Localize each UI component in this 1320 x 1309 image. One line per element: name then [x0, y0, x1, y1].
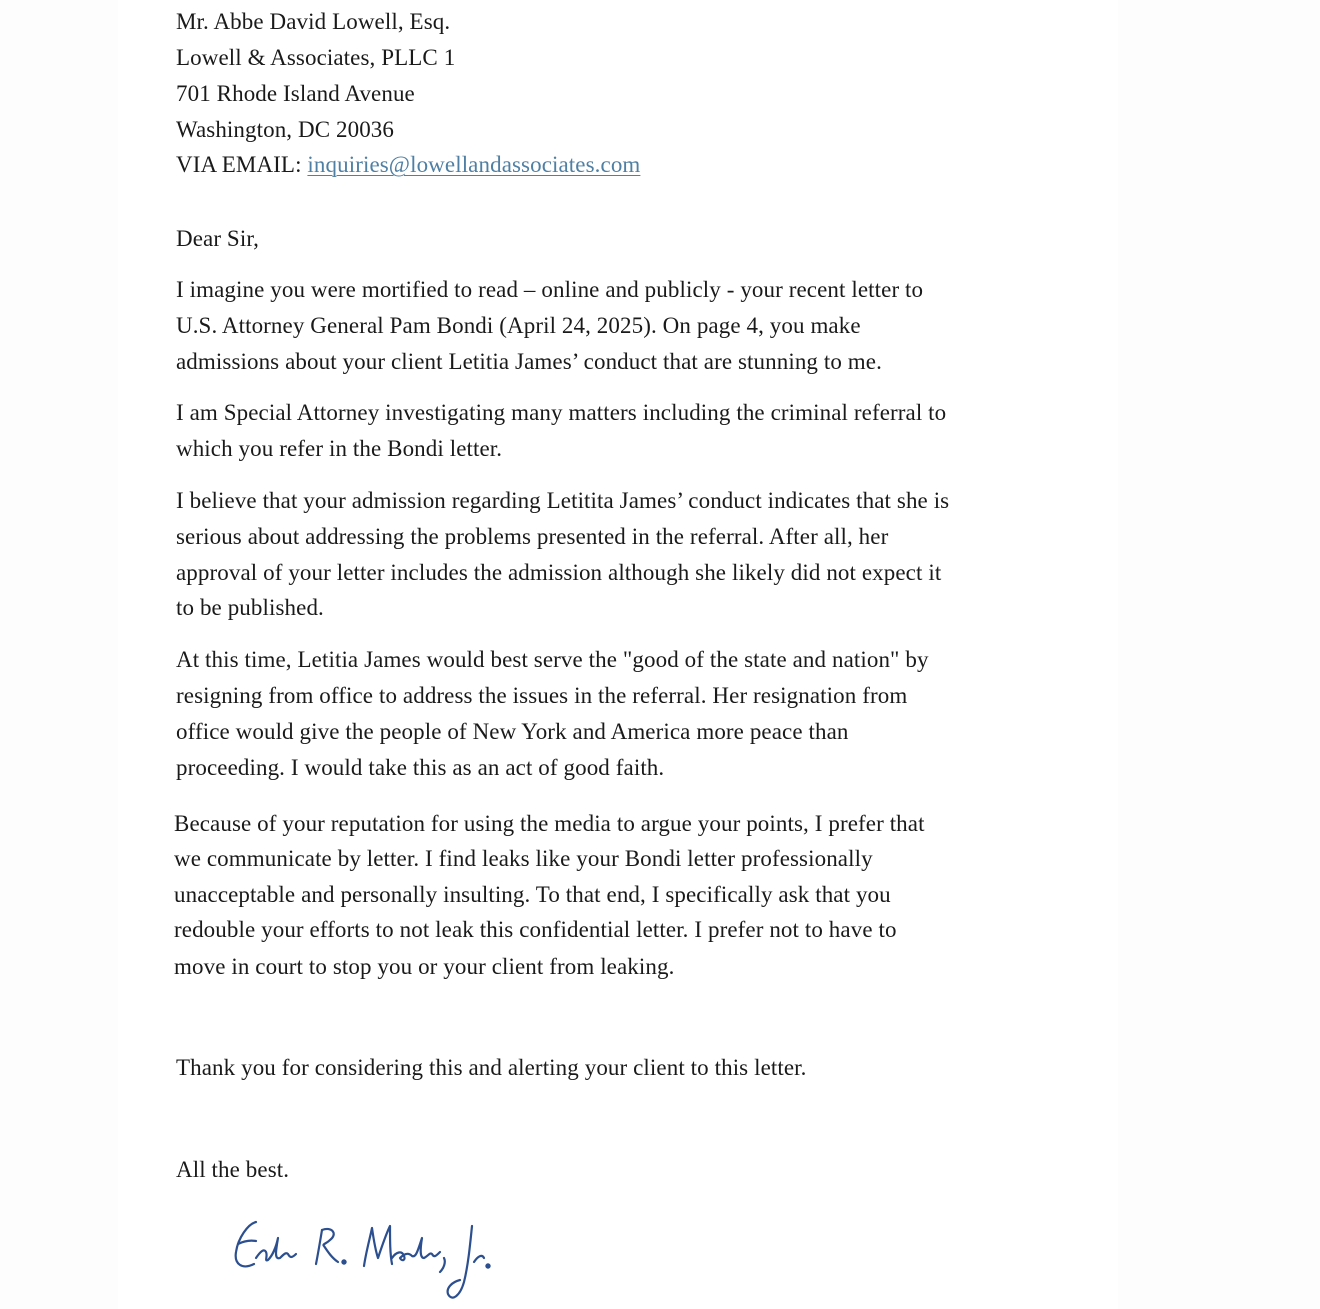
right-margin: [1118, 0, 1320, 1309]
closing: All the best.: [176, 1157, 290, 1182]
left-margin: [0, 0, 118, 1309]
paragraph-3-line-4: to be published.: [176, 595, 324, 620]
salutation: Dear Sir,: [176, 226, 260, 251]
paragraph-3-line-1: I believe that your admission regarding Letitita James’ conduct indicates that she is: [176, 488, 950, 513]
paragraph-5-line-4: redouble your efforts to not leak this confidential letter. I prefer not to have to: [174, 917, 897, 942]
recipient-street: 701 Rhode Island Avenue: [176, 81, 415, 106]
paragraph-1-line-2: U.S. Attorney General Pam Bondi (April 24, 2025). On page 4, you make: [176, 313, 861, 338]
paragraph-4-line-3: office would give the people of New York and America more peace than: [176, 719, 849, 744]
recipient-name: Mr. Abbe David Lowell, Esq.: [176, 9, 451, 34]
paragraph-2-line-2: which you refer in the Bondi letter.: [176, 436, 503, 461]
recipient-firm: Lowell & Associates, PLLC 1: [176, 45, 456, 70]
paragraph-5-line-1: Because of your reputation for using the media to argue your points, I prefer that: [174, 811, 925, 836]
paragraph-4-line-2: resigning from office to address the issues in the referral. Her resignation from: [176, 683, 908, 708]
paragraph-3-line-2: serious about addressing the problems presented in the referral. After all, her: [176, 524, 889, 549]
paragraph-4-line-1: At this time, Letitia James would best serve the "good of the state and nation" by: [176, 647, 929, 672]
paragraph-5-line-3: unacceptable and personally insulting. To that end, I specifically ask that you: [174, 882, 891, 907]
paragraph-2-line-1: I am Special Attorney investigating many matters including the criminal referral to: [176, 400, 947, 425]
via-email-line: [176, 147, 640, 183]
paragraph-1-line-3: admissions about your client Letitia James’ conduct that are stunning to me.: [176, 349, 882, 374]
recipient-city: Washington, DC 20036: [176, 117, 395, 142]
paragraph-1-line-1: I imagine you were mortified to read – online and publicly - your recent letter to: [176, 277, 924, 302]
paragraph-3-line-3: approval of your letter includes the admission although she likely did not expect it: [176, 560, 942, 585]
paragraph-5-line-2: we communicate by letter. I find leaks like your Bondi letter professionally: [174, 846, 873, 871]
paragraph-5-line-5: move in court to stop you or your client from leaking.: [174, 954, 675, 979]
handwritten-signature: [226, 1208, 496, 1308]
email-link[interactable]: inquiries@lowellandassociates.com: [307, 152, 641, 177]
thanks-line: Thank you for considering this and alerting your client to this letter.: [176, 1055, 807, 1080]
via-email-label: VIA EMAIL:: [176, 152, 308, 177]
paragraph-4-line-4: proceeding. I would take this as an act of good faith.: [176, 755, 665, 780]
